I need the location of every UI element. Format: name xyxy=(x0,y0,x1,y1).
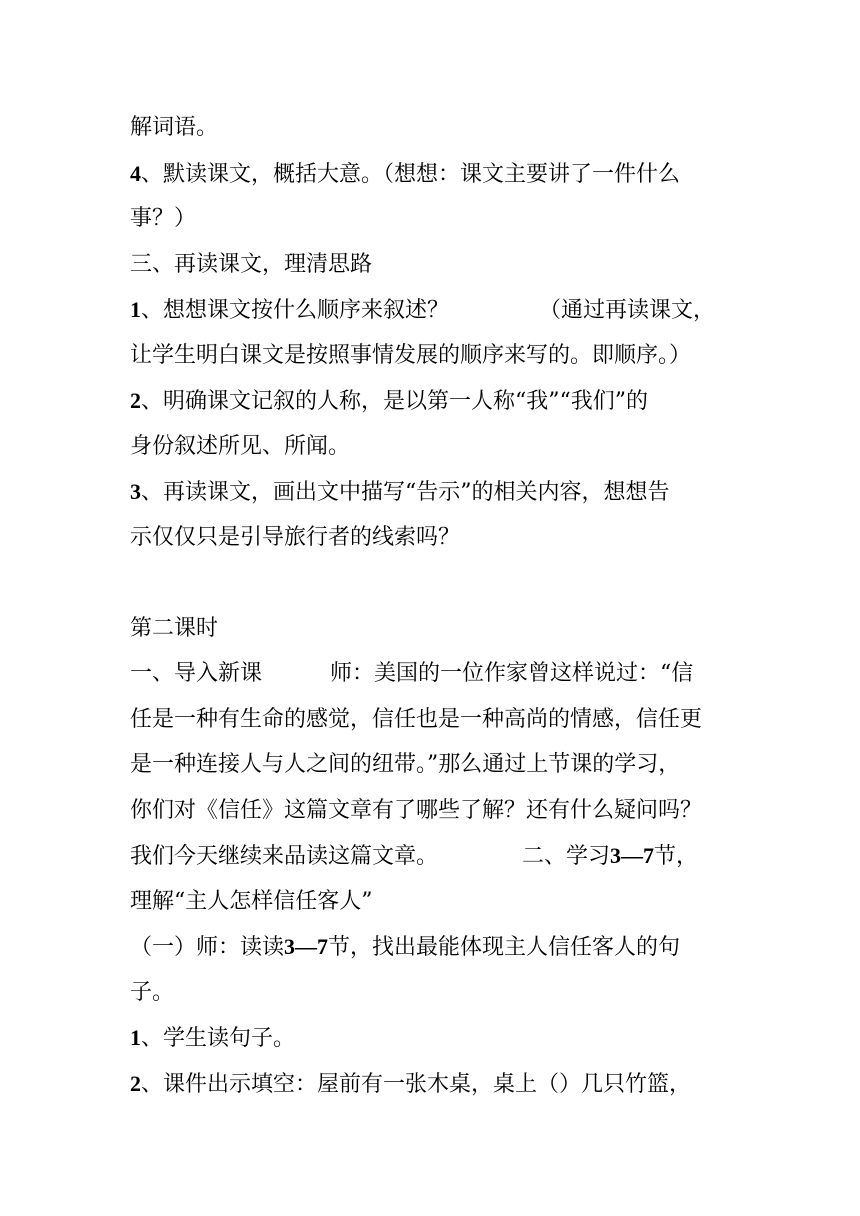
step-number: 1 xyxy=(130,1025,141,1050)
line-text: 、学生读句子。 xyxy=(141,1026,296,1051)
line-text: 一、导入新课 xyxy=(130,661,263,686)
line-text: （一）师：读读 xyxy=(130,935,285,960)
text-line xyxy=(130,833,740,879)
line-text: 示仅仅只是引导旅行者的线索吗？ xyxy=(130,524,461,550)
line-text: 师：美国的一位作家曾这样说过：“信 xyxy=(330,661,694,686)
line-text: 、想想课文按什么顺序来叙述？ xyxy=(141,298,450,323)
line-text: 、默读课文，概括大意。（想想：课文主要讲了一件什么 xyxy=(141,161,681,187)
text-line xyxy=(130,333,740,379)
section-range: 3—7 xyxy=(610,843,655,868)
line-text: 子。 xyxy=(130,979,175,1005)
line-text: 让学生明白课文是按照事情发展的顺序来写的。即顺序。） xyxy=(130,342,692,368)
text-line xyxy=(130,1015,740,1061)
line-text: 节，找出最能体现主人信任客人的句 xyxy=(328,935,681,960)
text-line xyxy=(130,742,740,788)
text-line xyxy=(130,651,740,697)
text-line xyxy=(130,105,740,151)
text-line xyxy=(130,1061,740,1107)
step-number: 3 xyxy=(130,479,141,504)
blank-line xyxy=(130,560,740,606)
line-text: 二、学习 xyxy=(522,844,611,869)
line-text: 是一种连接人与人之间的纽带。”那么通过上节课的学习， xyxy=(130,752,681,777)
lesson-plan-text xyxy=(130,105,740,1106)
line-text: 节， xyxy=(654,844,699,869)
text-line xyxy=(130,970,740,1016)
line-text: 理解“主人怎样信任客人” xyxy=(130,888,373,914)
line-text: 解词语。 xyxy=(130,115,219,140)
line-text: 身份叙述所见、所闻。 xyxy=(130,433,351,459)
step-number: 2 xyxy=(130,1070,141,1096)
line-text: 、课件出示填空：屋前有一张木桌，桌上（）几只竹篮， xyxy=(141,1071,692,1097)
text-line xyxy=(130,287,740,333)
text-line xyxy=(130,515,740,561)
line-text: 三、再读课文，理清思路 xyxy=(130,251,373,277)
section-range: 3—7 xyxy=(284,934,329,959)
line-text: 我们今天继续来品读这篇文章。 xyxy=(130,844,439,869)
step-number: 4 xyxy=(130,160,141,186)
text-line xyxy=(130,697,740,743)
line-text: （通过再读课文， xyxy=(539,298,716,323)
text-line xyxy=(130,378,740,424)
lesson-heading xyxy=(130,606,740,652)
line-text: 你们对《信任》这篇文章有了哪些了解？还有什么疑问吗？ xyxy=(130,797,703,823)
line-text: 、明确课文记叙的人称，是以第一人称“我”“我们”的 xyxy=(141,389,648,414)
text-line xyxy=(130,151,740,197)
text-line xyxy=(130,924,740,970)
section-heading xyxy=(130,242,740,288)
text-line xyxy=(130,469,740,515)
text-line xyxy=(130,788,740,834)
step-number: 1 xyxy=(130,297,141,322)
text-line xyxy=(130,196,740,242)
line-text: 第二课时 xyxy=(130,615,219,641)
text-line xyxy=(130,879,740,925)
line-text: 、再读课文，画出文中描写“告示”的相关内容，想想告 xyxy=(141,480,670,505)
line-text: 任是一种有生命的感觉，信任也是一种高尚的情感，信任更 xyxy=(130,706,703,732)
text-line xyxy=(130,424,740,470)
line-text: 事？） xyxy=(130,206,197,231)
step-number: 2 xyxy=(130,388,141,413)
